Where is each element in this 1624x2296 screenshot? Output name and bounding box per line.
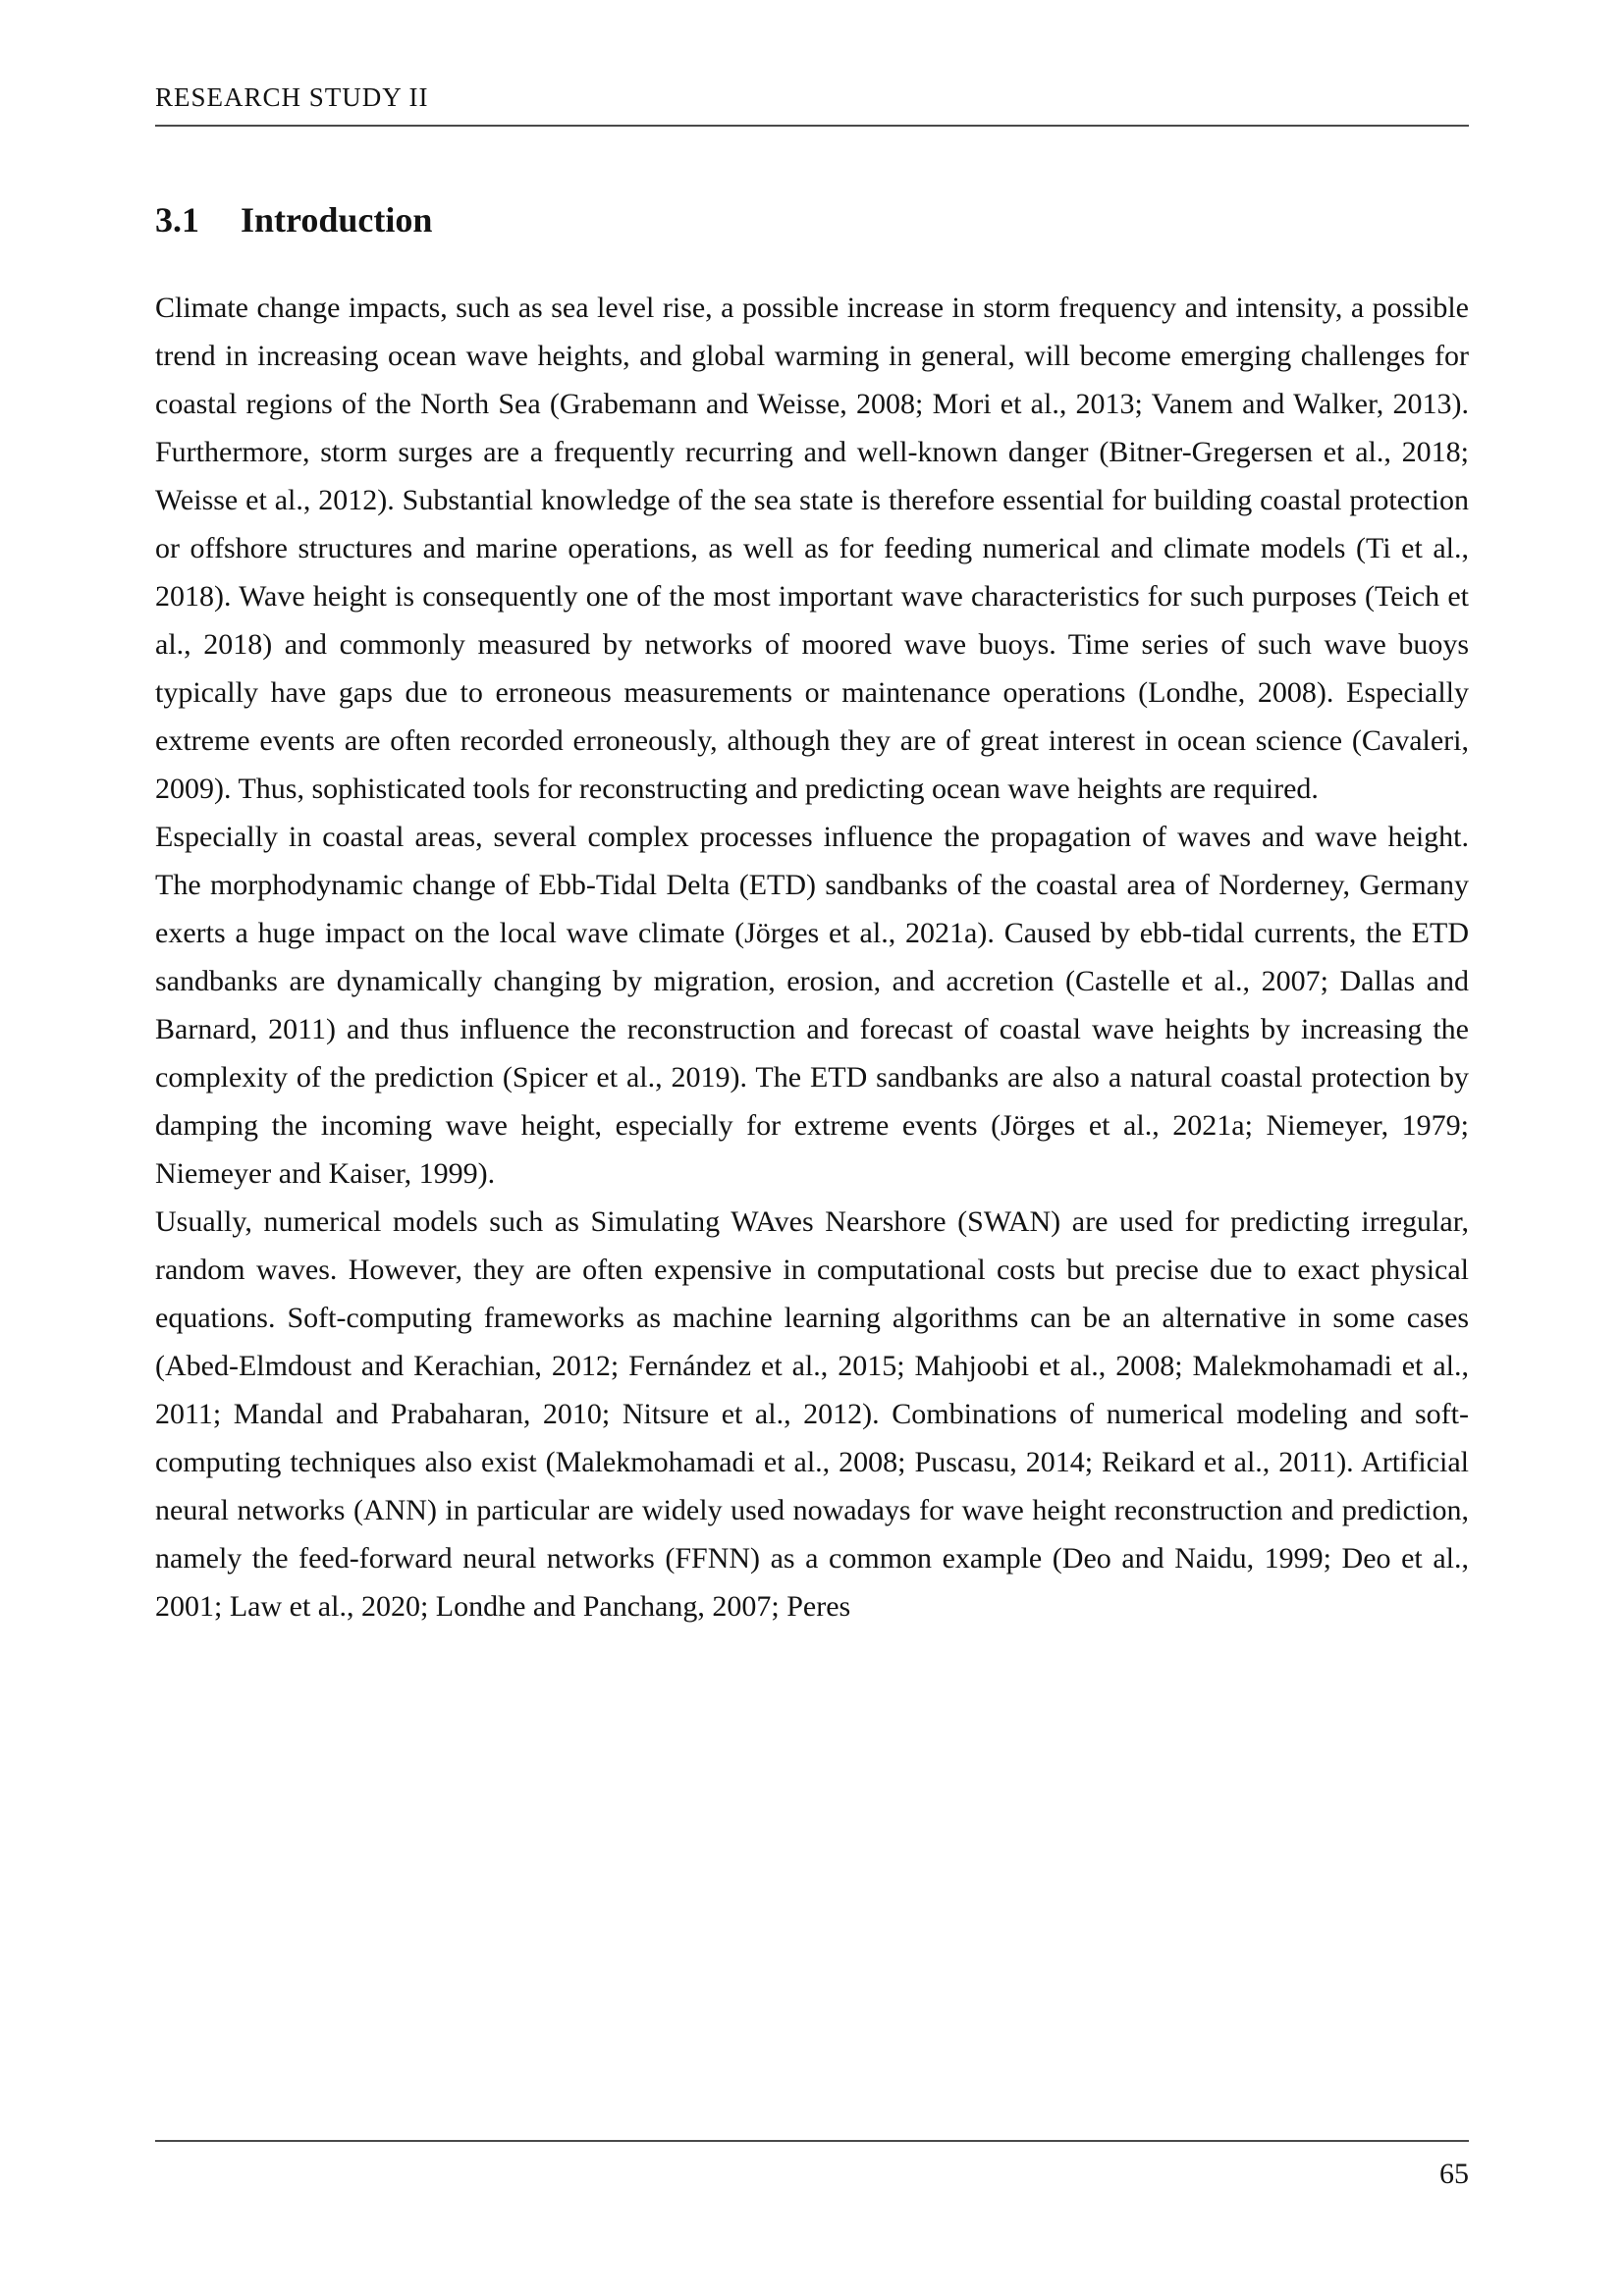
page-number: 65 [1439,2158,1469,2190]
body-text [155,284,1469,1630]
section-heading [155,199,1469,240]
paragraph: Climate change impacts, such as sea level rise, a possible increase in storm frequency and intensity, a possible trend in increasing ocean wave heights, and global warming in general, will become emerging challenges for coastal regions of the North Sea (Grabemann and Weisse, 2008; Mori et al., 2013; Vanem and Walker, 2013). Furthermore, storm surges are a frequently recurring and well-known danger (Bitner-Gregersen et al., 2018; Weisse et al., 2012). Substantial knowledge of the sea state is therefore essential for building coastal protection or offshore structures and marine operations, as well as for feeding numerical and climate models (Ti et al., 2018). Wave height is consequently one of the most important wave characteristics for such purposes (Teich et al., 2018) and commonly measured by networks of moored wave buoys. Time series of such wave buoys typically have gaps due to erroneous measurements or maintenance operations (Londhe, 2008). Especially extreme events are often recorded erroneously, although they are of great interest in ocean science (Cavaleri, 2009). Thus, sophisticated tools for reconstructing and predicting ocean wave heights are required. [155,292,1469,805]
page-footer [155,2140,1469,2191]
section-number: 3.1 [155,200,199,240]
paragraph: Especially in coastal areas, several complex processes influence the propagation of waves and wave height. The morphodynamic change of Ebb-Tidal Delta (ETD) sandbanks of the coastal area of Norderney, Germany exerts a huge impact on the local wave climate (Jörges et al., 2021a). Caused by ebb-tidal currents, the ETD sandbanks are dynamically changing by migration, erosion, and accretion (Castelle et al., 2007; Dallas and Barnard, 2011) and thus influence the reconstruction and forecast of coastal wave heights by increasing the complexity of the prediction (Spicer et al., 2019). The ETD sandbanks are also a natural coastal protection by damping the incoming wave height, especially for extreme events (Jörges et al., 2021a; Niemeyer, 1979; Niemeyer and Kaiser, 1999). [155,821,1469,1190]
header-rule [155,125,1469,127]
paragraph: Usually, numerical models such as Simulating WAves Nearshore (SWAN) are used for predicting irregular, random waves. However, they are often expensive in computational costs but precise due to exact physical equations. Soft-computing frameworks as machine learning algorithms can be an alternative in some cases (Abed-Elmdoust and Kerachian, 2012; Fernández et al., 2015; Mahjoobi et al., 2008; Malekmohamadi et al., 2011; Mandal and Prabaharan, 2010; Nitsure et al., 2012). Combinations of numerical modeling and soft-computing techniques also exist (Malekmohamadi et al., 2008; Puscasu, 2014; Reikard et al., 2011). Artificial neural networks (ANN) in particular are widely used nowadays for wave height reconstruction and prediction, namely the feed-forward neural networks (FFNN) as a common example (Deo and Naidu, 1999; Deo et al., 2001; Law et al., 2020; Londhe and Panchang, 2007; Peres [155,1205,1469,1623]
footer-rule [155,2140,1469,2142]
running-header: RESEARCH STUDY II [155,82,429,112]
page-content [155,0,1469,1630]
section-title: Introduction [241,200,433,240]
